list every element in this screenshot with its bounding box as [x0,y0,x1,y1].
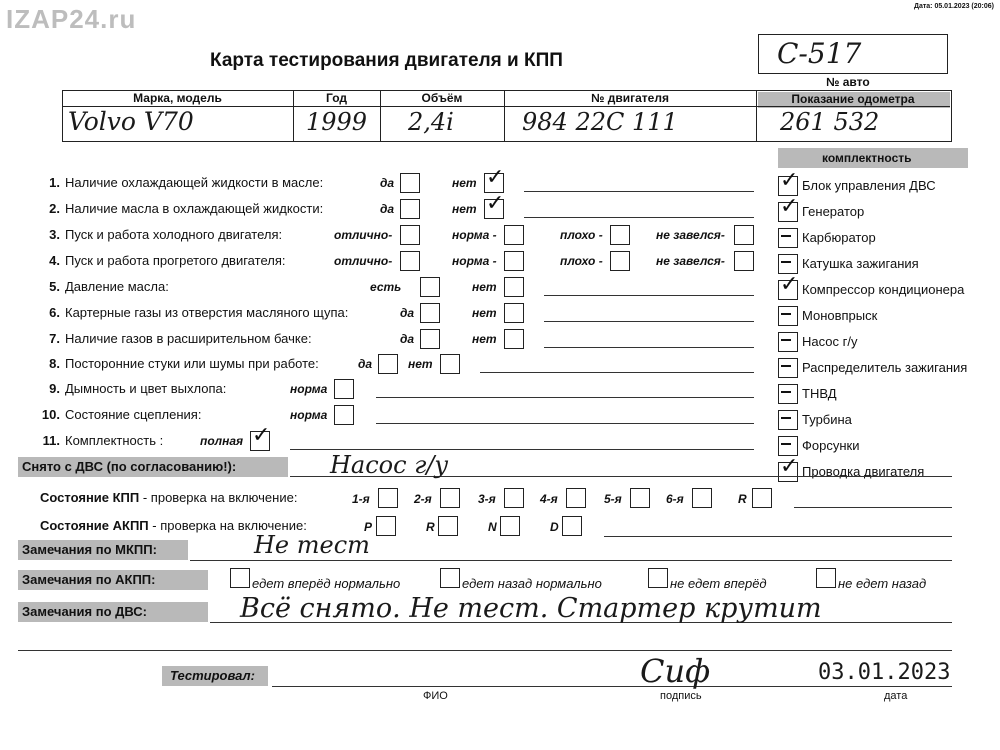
akpp-suffix: - проверка на включение: [148,518,307,533]
kit-checkbox[interactable] [778,410,798,430]
option-da: да [400,332,415,346]
header-col-engine: № двигателя [591,91,669,105]
option-norma: норма [290,408,328,422]
kpp-gear-checkbox[interactable] [440,488,460,508]
kpp-gear-checkbox[interactable] [692,488,712,508]
checkbox-ne-zavelsya[interactable] [734,225,754,245]
kpp-gear-label: 6-я [666,492,684,506]
kit-checkbox[interactable] [778,358,798,378]
question-text: Картерные газы из отверстия масляного щупа: [65,305,349,320]
kpp-gear-checkbox[interactable] [378,488,398,508]
question-number: 1. [49,175,60,190]
kpp-gear-label: 1-я [352,492,370,506]
kit-item-label: Катушка зажигания [802,256,919,271]
signature-value: Сиф [640,652,711,690]
akpp-title: Состояние АКПП [40,518,149,533]
question-number: 3. [49,227,60,242]
kit-item-label: Форсунки [802,438,860,453]
question-number: 8. [49,356,60,371]
question-text: Наличие газов в расширительном бачке: [65,331,312,346]
option-ne-zavelsya: не завелся- [656,254,725,268]
kit-checkbox[interactable] [778,280,798,300]
akpp-remark-option: едет назад нормально [462,576,602,591]
kpp-title: Состояние КПП [40,490,140,505]
checkbox-ploho[interactable] [610,251,630,271]
kpp-gear-label: 3-я [478,492,496,506]
checkbox-ploho[interactable] [610,225,630,245]
question-number: 5. [49,279,60,294]
akpp-gear-label: D [550,520,559,534]
header-col-volume: Объём [421,91,463,105]
kit-item-label: Распределитель зажигания [802,360,968,375]
signature-label: подпись [660,690,702,702]
option-da: да [358,357,373,371]
option-ploho: плохо - [560,228,603,242]
date-label: дата [884,690,908,702]
kit-checkbox[interactable] [778,332,798,352]
car-number-box [758,34,948,74]
checkbox-otlichno[interactable] [400,225,420,245]
checkbox-da[interactable] [378,354,398,374]
question-text: Пуск и работа холодного двигателя: [65,227,283,242]
kpp-suffix: - проверка на включение: [139,490,298,505]
kit-item-label: Генератор [802,204,865,219]
option-net: нет [472,332,497,346]
option-polnaya: полная [200,434,244,448]
akpp-gear-checkbox[interactable] [500,516,520,536]
checkbox-net[interactable] [484,173,504,193]
option-norma: норма - [452,254,497,268]
kpp-gear-label: R [738,492,747,506]
option-net: нет [408,357,433,371]
kpp-label [40,490,297,505]
akpp-gear-checkbox[interactable] [562,516,582,536]
car-number-label: № авто [826,75,870,89]
kit-item-label: Моновпрыск [802,308,878,323]
question-text: Состояние сцепления: [65,407,202,422]
question-text: Давление масла: [65,279,169,294]
kit-item-label: Компрессор кондиционера [802,282,965,297]
remarks-mkpp-label: Замечания по МКПП: [22,542,157,557]
kit-checkbox[interactable] [778,254,798,274]
option-otlichno: отлично- [334,254,393,268]
tested-label: Тестировал: [170,668,255,683]
akpp-remark-checkbox[interactable] [230,568,250,588]
volume-value: 2,4i [408,108,454,136]
question-number: 10. [41,407,60,422]
akpp-gear-label: R [426,520,435,534]
kit-item-label: ТНВД [802,386,837,401]
year-value: 1999 [306,108,368,136]
option-ploho: плохо - [560,254,603,268]
question-text: Дымность и цвет выхлопа: [65,381,227,396]
question-number: 11. [42,433,60,448]
option-net: нет [452,202,477,216]
question-text: Комплектность : [65,433,164,448]
question-number: 6. [49,305,60,320]
kpp-gear-label: 5-я [604,492,622,506]
checkbox-ne-zavelsya[interactable] [734,251,754,271]
akpp-remark-checkbox[interactable] [440,568,460,588]
removed-label: Снято с ДВС (по согласованию!): [22,459,237,474]
engine-number-value: 984 22C 111 [522,108,678,136]
checkbox-norma[interactable] [504,225,524,245]
option-net: нет [472,280,497,294]
akpp-remark-option: не едет назад [838,576,927,591]
header-col-odometer: Показание одометра [791,92,915,106]
checkbox-polnaya[interactable] [250,431,270,451]
page-title: Карта тестирования двигателя и КПП [210,50,563,71]
kit-title: комплектность [822,151,912,165]
akpp-gear-checkbox[interactable] [438,516,458,536]
option-net: нет [472,306,497,320]
option-ne-zavelsya: не завелся- [656,228,725,242]
question-text: Наличие охлаждающей жидкости в масле: [65,175,324,190]
kit-checkbox[interactable] [778,462,798,482]
option-da: да [380,176,395,190]
akpp-remark-option: не едет вперёд [670,576,767,591]
akpp-remark-checkbox[interactable] [816,568,836,588]
kit-item-label: Проводка двигателя [802,464,925,479]
kit-checkbox[interactable] [778,176,798,196]
checkbox-otlichno[interactable] [400,251,420,271]
question-text: Наличие масла в охлаждающей жидкости: [65,201,324,216]
kpp-gear-label: 2-я [414,492,432,506]
kpp-gear-checkbox[interactable] [504,488,524,508]
model-value: Volvo V70 [68,107,194,136]
header-col-year: Год [326,91,347,105]
kit-checkbox[interactable] [778,228,798,248]
kit-item-label: Карбюратор [802,230,876,245]
question-number: 9. [49,381,60,396]
watermark: IZAP24.ru [6,4,137,34]
checkbox-da[interactable] [420,329,440,349]
akpp-gear-checkbox[interactable] [376,516,396,536]
option-norma: норма - [452,228,497,242]
option-otlichno: отлично- [334,228,393,242]
kpp-gear-checkbox[interactable] [752,488,772,508]
checkbox-est[interactable] [420,277,440,297]
checkbox-norma[interactable] [334,379,354,399]
kit-item-label: Насос г/у [802,334,858,349]
question-number: 4. [49,253,60,268]
option-da: да [400,306,415,320]
kit-checkbox[interactable] [778,202,798,222]
option-est: есть [370,280,402,294]
kit-checkbox[interactable] [778,306,798,326]
header-col-model: Марка, модель [133,91,222,105]
remarks-akpp-label: Замечания по АКПП: [22,572,156,587]
checkbox-da[interactable] [400,173,420,193]
kpp-gear-label: 4-я [540,492,558,506]
kit-item-label: Блок управления ДВС [802,178,936,193]
removed-value: Насос г/у [330,451,449,479]
date-value: 03.01.2023 [818,660,951,685]
akpp-gear-label: P [364,520,373,534]
remarks-dvs-value: Всё снято. Не тест. Стартер крутит [240,593,822,624]
checkbox-net[interactable] [504,329,524,349]
question-number: 7. [49,331,60,346]
odometer-value: 261 532 [780,108,880,136]
kpp-gear-checkbox[interactable] [566,488,586,508]
print-date: Дата: 05.01.2023 (20:06) [913,3,994,10]
kpp-gear-checkbox[interactable] [630,488,650,508]
checkbox-net[interactable] [504,277,524,297]
fio-label: ФИО [423,690,448,702]
remarks-mkpp-value: Не тест [254,531,370,559]
checkbox-norma[interactable] [504,251,524,271]
checkbox-net[interactable] [484,199,504,219]
checkbox-da[interactable] [420,303,440,323]
kit-item-label: Турбина [802,412,852,427]
akpp-remark-option: едет вперёд нормально [252,576,401,591]
akpp-gear-label: N [488,520,497,534]
question-text: Посторонние стуки или шумы при работе: [65,356,319,371]
question-number: 2. [49,201,60,216]
option-norma: норма [290,382,328,396]
kit-checkbox[interactable] [778,436,798,456]
checkbox-net[interactable] [504,303,524,323]
option-da: да [380,202,395,216]
remarks-dvs-label: Замечания по ДВС: [22,604,147,619]
option-net: нет [452,176,477,190]
checkbox-norma[interactable] [334,405,354,425]
checkbox-net[interactable] [440,354,460,374]
kit-checkbox[interactable] [778,384,798,404]
checkbox-da[interactable] [400,199,420,219]
question-text: Пуск и работа прогретого двигателя: [65,253,286,268]
akpp-remark-checkbox[interactable] [648,568,668,588]
car-number-value: С-517 [777,37,862,70]
